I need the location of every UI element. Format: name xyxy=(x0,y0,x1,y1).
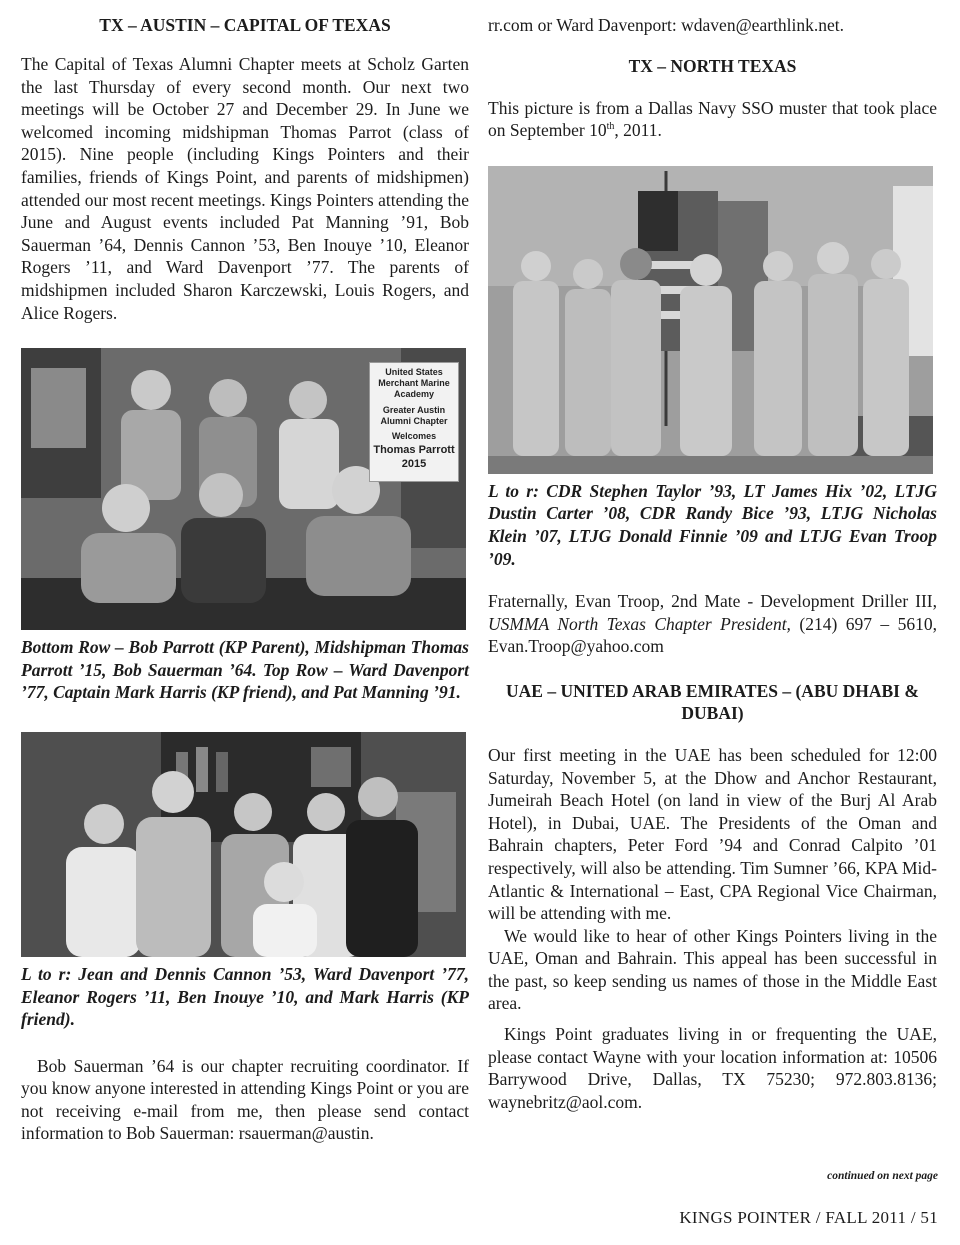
page-footer: KINGS POINTER / FALL 2011 / 51 xyxy=(679,1208,938,1227)
intro-text: This picture is from a Dallas Navy SSO muster that took place on September 10 xyxy=(488,97,937,141)
sign-line: Merchant Marine xyxy=(378,378,450,389)
north-texas-heading: TX – NORTH TEXAS xyxy=(628,55,797,76)
signoff-text: Fraternally, Evan Troop, 2nd Mate - Development Driller III, xyxy=(488,591,937,612)
recruiting-continued: rr.com or Ward Davenport: wdaven@earthlink.net. xyxy=(488,15,845,35)
uae-paragraph-3: Kings Point graduates living in or frequenting the UAE, please contact Wayne with your location information at: 10506 Barrywood Drive, Dallas, TX 75230; 972.803.8136; waynebritz@aol.com. xyxy=(488,1024,937,1112)
intro-text-end: , 2011. xyxy=(614,120,662,141)
austin-photo1-caption: Bottom Row – Bob Parrott (KP Parent), Midshipman Thomas Parrott ’15, Bob Sauerman ’64. Top Row – Ward Davenport ’77, Captain Mark Harris (KP friend), and Pat Manning ’91. xyxy=(21,637,469,703)
recruiting-paragraph: Bob Sauerman ’64 is our chapter recruiting coordinator. If you know anyone interested in attending Kings Point or you are not receiving e-mail from me, then please send contact information to Bob Sauerman: rsauerman@austin. xyxy=(21,1055,469,1144)
sign-line: Greater Austin xyxy=(382,405,446,416)
welcome-sign xyxy=(369,362,459,482)
right-column xyxy=(488,14,937,1113)
austin-second-photo xyxy=(21,732,466,957)
uae-paragraph-1: Our first meeting in the UAE has been scheduled for 12:00 Saturday, November 5, at the Dhow and Anchor Restaurant, Jumeirah Beach Hotel (on land in view of the Burj Al Arab Hotel), in Dubai, UAE. The Presidents of the Oman and Bahrain chapters, Peter Ford ’94 and Conrad Calpito ’01 respectively, will also be attending. Tim Sumner ’66, KPA Mid-Atlantic & International – East, CPA Regional Vice Chairman, will be attending with me. xyxy=(488,744,937,924)
left-column xyxy=(21,14,469,1145)
sign-line: United States xyxy=(385,367,443,378)
continued-note: continued on next page xyxy=(827,1170,938,1182)
austin-photo2-caption: L to r: Jean and Dennis Cannon ’53, Ward Davenport ’77, Eleanor Rogers ’11, Ben Inouye ’10, and Mark Harris (KP friend). xyxy=(21,963,469,1030)
navy-photo-caption: L to r: CDR Stephen Taylor ’93, LT James Hix ’02, LTJG Dustin Carter ’08, CDR Randy Bice ’93, LTJG Nicholas Klein ’07, LTJG Donald Finnie ’09 and LTJG Evan Troop ’09. xyxy=(488,480,937,569)
sign-line: Alumni Chapter xyxy=(380,416,448,427)
austin-heading: TX – AUSTIN – CAPITAL OF TEXAS xyxy=(99,15,391,35)
uae-paragraph-2: We would like to hear of other Kings Pointers living in the UAE, Oman and Bahrain. This appeal has been successful in the past, so keep sending us names of those in the Middle East area. xyxy=(488,925,937,1014)
signoff-contact: (214) 697 – 5610, Evan.Troop@yahoo.com xyxy=(488,613,938,657)
intro-superscript: th xyxy=(606,121,615,133)
signoff-title: USMMA North Texas Chapter President, xyxy=(488,613,791,634)
sign-line: Academy xyxy=(393,389,435,400)
north-texas-intro xyxy=(488,97,937,142)
uae-heading: UAE – UNITED ARAB EMIRATES – (ABU DHABI & DUBAI) xyxy=(506,680,919,723)
sign-line: Welcomes xyxy=(391,431,437,442)
sign-line: Thomas Parrott xyxy=(373,444,455,457)
north-texas-signoff xyxy=(488,590,937,658)
austin-body: The Capital of Texas Alumni Chapter meets at Scholz Garten the last Thursday of every second month. Our next two meetings will be October 27 and December 29. In June we welcomed incoming midshipman Thomas Parrot (class of 2015). Nine people (including Kings Pointers and their families, friends of Kings Point, and parents of midshipmen) attended our most recent meetings. Kings Pointers attending the June and August events included Pat Manning ’91, Bob Sauerman ’64, Dennis Cannon ’53, Ben Inouye ’10, Eleanor Rogers ’11, and Ward Davenport ’77. The parents of midshipmen included Sharon Karczewski, Louis Rogers, and Alice Rogers. xyxy=(21,54,469,323)
navy-muster-photo xyxy=(488,166,933,474)
austin-group-photo xyxy=(21,348,466,630)
sign-line: 2015 xyxy=(401,458,427,471)
